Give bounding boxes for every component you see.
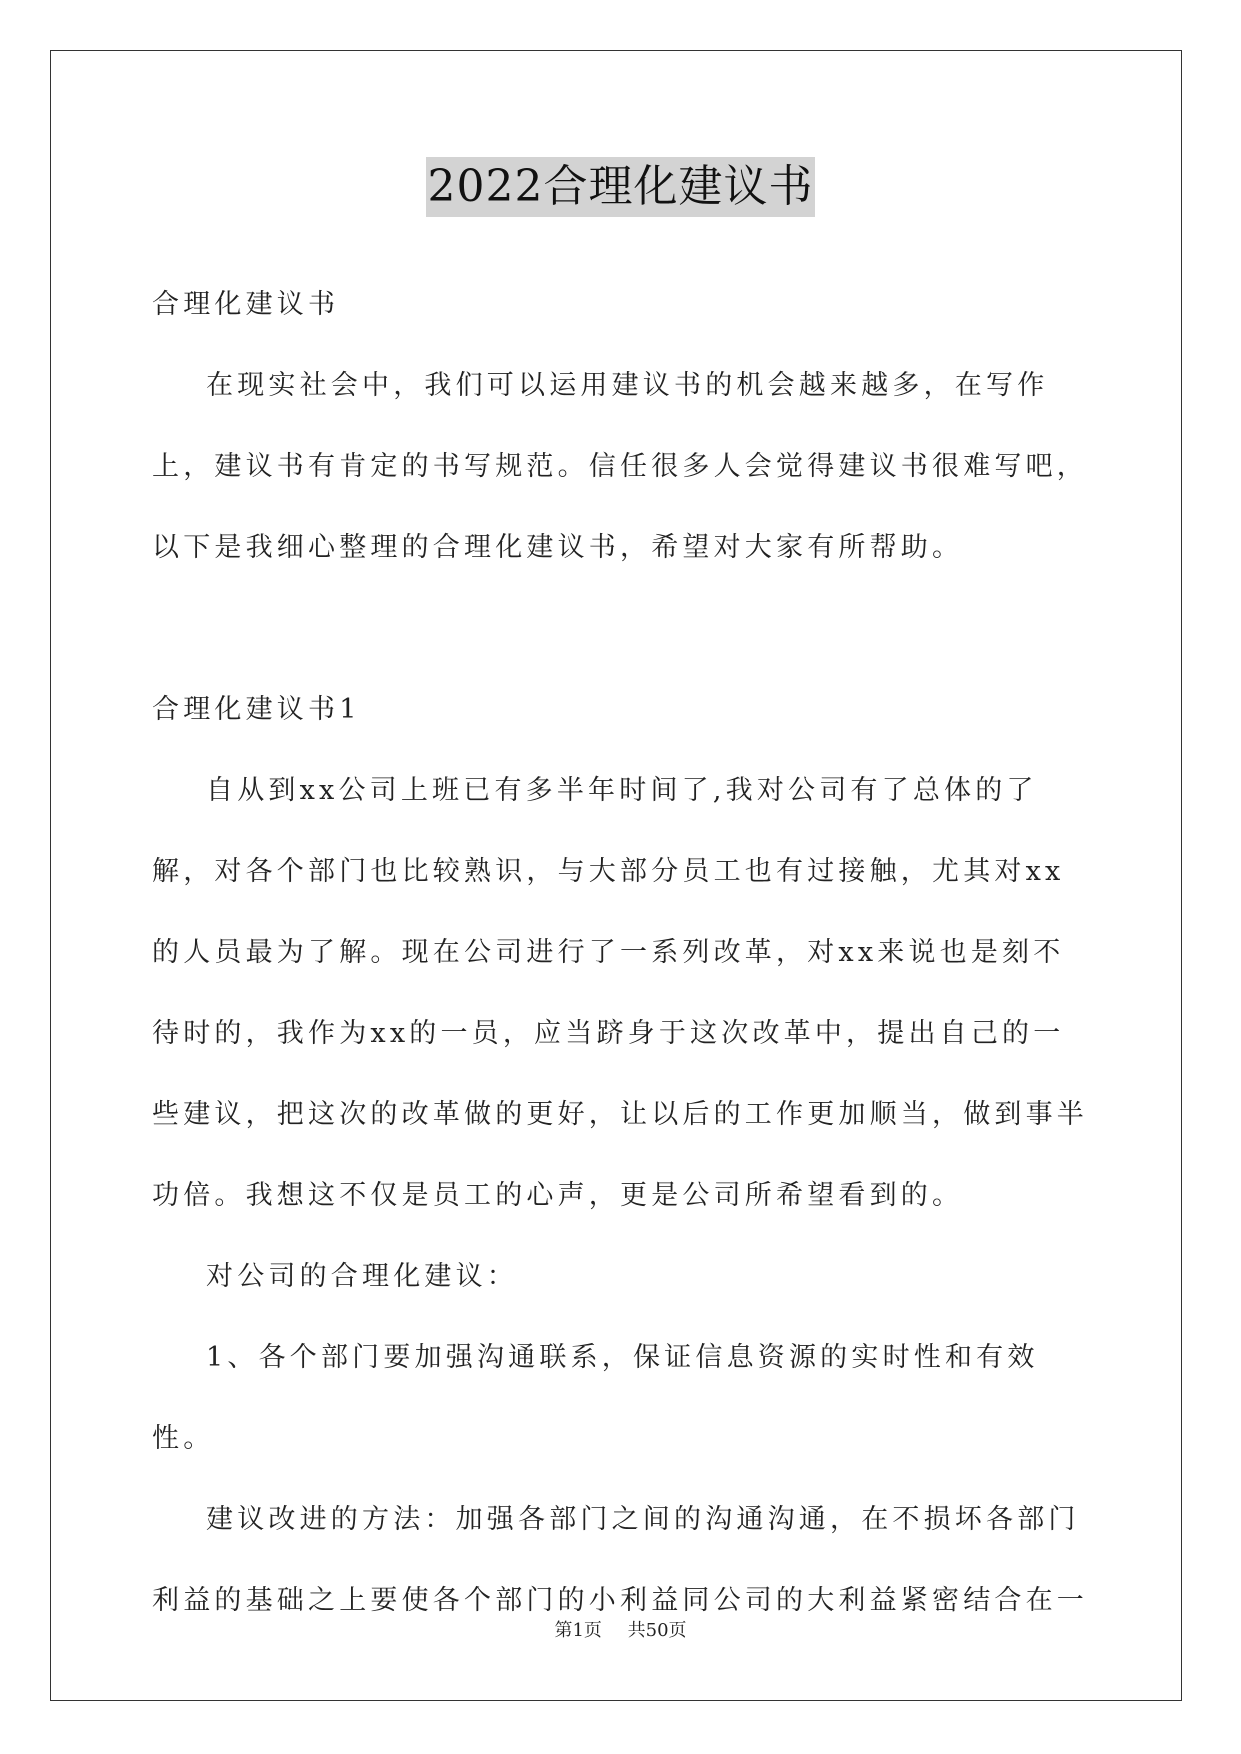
page-footer [0,1616,1241,1642]
paragraph-spacer [152,588,1092,669]
suggestion-item-1: 1、各个部门要加强沟通联系，保证信息资源的实时性和有效性。 [152,1342,1039,1454]
section-heading: 合理化建议书 [152,289,340,320]
document-body [152,264,1092,1641]
title-container [0,157,1241,217]
improvement-paragraph: 建议改进的方法：加强各部门之间的沟通沟通，在不损坏各部门利益的基础之上要使各个部门的小利益同公司的大利益紧密结合在一 [152,1504,1088,1616]
intro-paragraph: 在现实社会中，我们可以运用建议书的机会越来越多，在写作上，建议书有肯定的书写规范。信任很多人会觉得建议书很难写吧，以下是我细心整理的合理化建议书，希望对大家有所帮助。 [152,370,1088,563]
page-number: 第1页 [554,1620,602,1641]
document-title: 2022合理化建议书 [426,157,816,217]
section-heading-1: 合理化建议书1 [152,694,361,725]
page-total: 共50页 [627,1620,687,1641]
body-paragraph: 自从到xx公司上班已有多半年时间了,我对公司有了总体的了解，对各个部门也比较熟识，与大部分员工也有过接触，尤其对xx的人员最为了解。现在公司进行了一系列改革，对xx来说也是刻不待时的，我作为xx的一员，应当跻身于这次改革中，提出自己的一些建议，把这次的改革做的更好，让以后的工作更加顺当，做到事半功倍。我想这不仅是员工的心声，更是公司所希望看到的。 [152,775,1088,1211]
suggestion-heading: 对公司的合理化建议： [206,1261,518,1292]
